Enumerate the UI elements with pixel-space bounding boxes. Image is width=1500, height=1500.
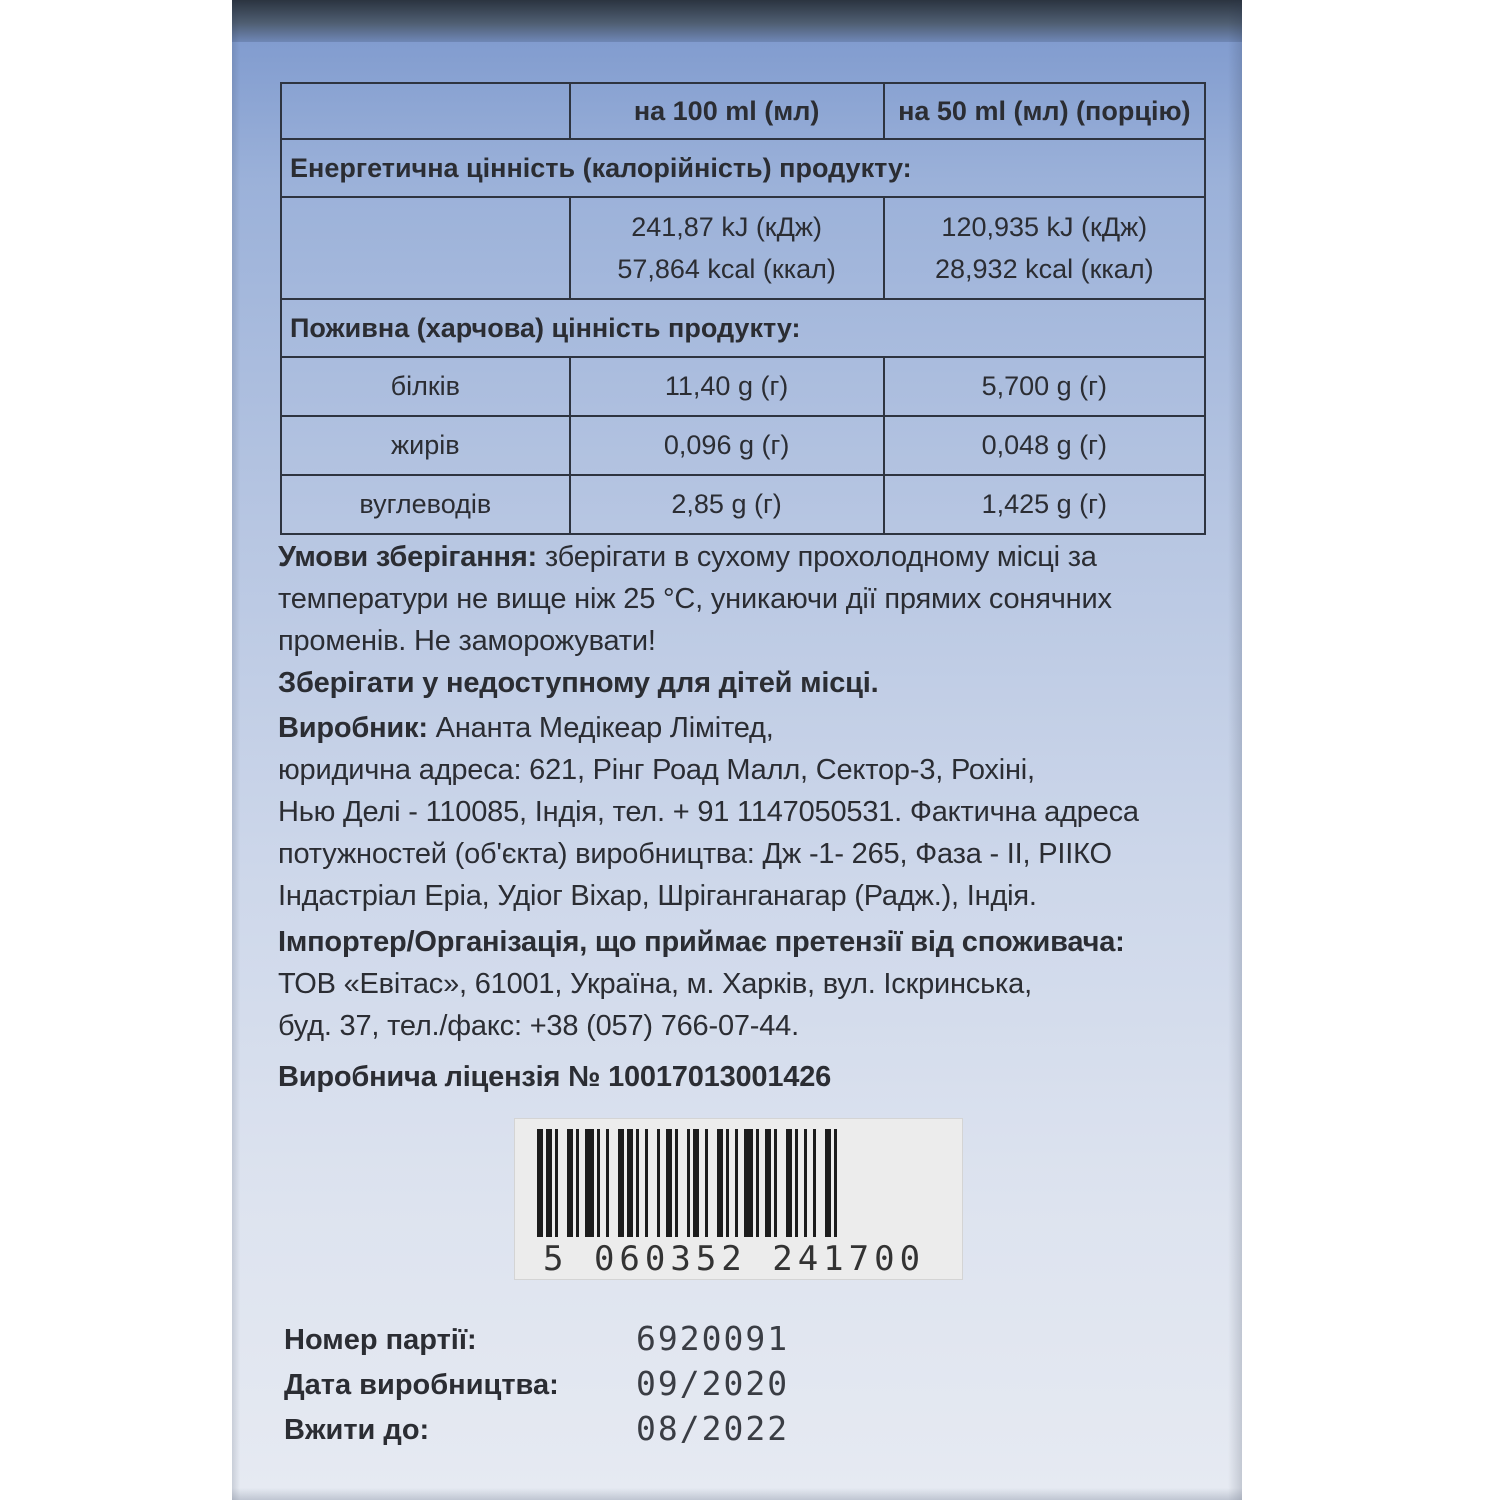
manufacturer-name: Ананта Медікеар Лімітед, — [427, 712, 774, 744]
barcode-bar — [537, 1129, 543, 1237]
barcode-bar — [705, 1129, 708, 1237]
nutrient-name: білків — [281, 357, 570, 416]
production-date-label: Дата виробництва: — [284, 1369, 559, 1401]
energy-title: Енергетична цінність (калорійність) продукту: — [281, 139, 1205, 197]
importer-section — [278, 921, 1238, 1047]
children-warning: Зберігати у недоступному для дітей місці. — [278, 667, 879, 699]
barcode-bar — [657, 1129, 660, 1237]
nutrient-per50: 0,048 g (г) — [884, 416, 1205, 475]
manufacturer-line-2: юридична адреса: 621, Рінг Роад Малл, Сектор-3, Рохіні, — [278, 754, 1035, 786]
table-header-per100: на 100 ml (мл) — [570, 83, 884, 139]
storage-label: Умови зберігання: — [278, 541, 538, 573]
expiry-date-label: Вжити до: — [284, 1414, 430, 1446]
barcode-bar — [645, 1129, 648, 1237]
storage-text-1: зберігати в сухому прохолодному місці за — [537, 541, 1097, 573]
manufacturer-section — [278, 707, 1238, 917]
barcode-bar — [804, 1129, 807, 1237]
nutrient-per50: 5,700 g (г) — [884, 357, 1205, 416]
barcode-bar — [636, 1129, 639, 1237]
table-row — [281, 475, 1205, 534]
manufacturer-label: Виробник: — [278, 712, 428, 744]
barcode-bar — [567, 1129, 573, 1237]
box-left-shadow — [232, 0, 240, 1500]
importer-label: Імпортер/Організація, що приймає претензії від споживача: — [278, 926, 1125, 958]
energy-per50-kj: 120,935 kJ (кДж) — [941, 212, 1148, 242]
barcode-bar — [717, 1129, 723, 1237]
table-row — [281, 416, 1205, 475]
manufacturer-line-4: потужностей (об'єкта) виробництва: Дж -1- 265, Фаза - II, РІІКО — [278, 838, 1112, 870]
barcode-bar — [765, 1129, 771, 1237]
barcode-bar — [627, 1129, 633, 1237]
barcode-bar — [576, 1129, 579, 1237]
barcode-bar — [687, 1129, 690, 1237]
batch-labels — [284, 1318, 559, 1453]
storage-line-1 — [278, 536, 1238, 578]
energy-per100-cell — [570, 197, 884, 299]
table-header-row — [281, 83, 1205, 139]
barcode-bar — [756, 1129, 759, 1237]
barcode-bar — [744, 1129, 753, 1237]
expiry-date-value: 08/2022 — [636, 1409, 790, 1448]
energy-per100-kcal: 57,864 kcal (ккал) — [617, 254, 836, 284]
barcode-bar — [735, 1129, 738, 1237]
nutrient-per100: 0,096 g (г) — [570, 416, 884, 475]
nutrition-title: Поживна (харчова) цінність продукту: — [281, 299, 1205, 357]
barcode-bar — [795, 1129, 798, 1237]
box-top-edge — [232, 0, 1242, 42]
barcode-bar — [774, 1129, 777, 1237]
table-row — [281, 357, 1205, 416]
importer-line-1: ТОВ «Евітас», 61001, Україна, м. Харків, вул. Іскринська, — [278, 968, 1032, 1000]
nutrition-title-row — [281, 299, 1205, 357]
barcode-bar — [825, 1129, 831, 1237]
barcode-bar — [555, 1129, 558, 1237]
manufacturer-line-1 — [278, 707, 1238, 749]
batch-number-label: Номер партії: — [284, 1324, 477, 1356]
barcode-bar — [606, 1129, 609, 1237]
production-date-value: 09/2020 — [636, 1364, 790, 1403]
barcode-bars — [515, 1119, 962, 1244]
barcode-bar — [675, 1129, 678, 1237]
barcode-bar — [618, 1129, 624, 1237]
barcode-bar — [597, 1129, 600, 1237]
storage-line-2: температури не вище ніж 25 °С, уникаючи дії прямих сонячних — [278, 583, 1112, 615]
box-bottom-edge — [232, 1488, 1242, 1500]
nutrient-per100: 11,40 g (г) — [570, 357, 884, 416]
energy-values-row — [281, 197, 1205, 299]
manufacturer-line-5: Індастріал Еріа, Удіог Віхар, Шріганганагар (Радж.), Індія. — [278, 880, 1037, 912]
license-section — [278, 1056, 1238, 1098]
nutrition-table — [280, 82, 1206, 535]
barcode-digits: 5 060352 241700 — [543, 1239, 926, 1279]
nutrient-name: вуглеводів — [281, 475, 570, 534]
barcode-bar — [786, 1129, 792, 1237]
barcode-bar — [834, 1129, 837, 1237]
batch-number-value: 6920091 — [636, 1319, 790, 1358]
barcode-bar — [585, 1129, 594, 1237]
barcode-label — [514, 1118, 963, 1280]
barcode-bar — [693, 1129, 699, 1237]
energy-title-row — [281, 139, 1205, 197]
nutrient-per100: 2,85 g (г) — [570, 475, 884, 534]
table-header-per50: на 50 ml (мл) (порцію) — [884, 83, 1205, 139]
batch-values — [636, 1316, 789, 1451]
importer-line-2: буд. 37, тел./факс: +38 (057) 766-07-44. — [278, 1010, 799, 1042]
table-header-empty — [281, 83, 570, 139]
nutrient-name: жирів — [281, 416, 570, 475]
storage-section — [278, 536, 1238, 704]
barcode-bar — [813, 1129, 816, 1237]
nutrient-per50: 1,425 g (г) — [884, 475, 1205, 534]
barcode-bar — [666, 1129, 672, 1237]
energy-empty-cell — [281, 197, 570, 299]
energy-per50-cell — [884, 197, 1205, 299]
product-box-side — [232, 0, 1242, 1500]
barcode-bar — [726, 1129, 729, 1237]
energy-per50-kcal: 28,932 kcal (ккал) — [935, 254, 1154, 284]
license-number: Виробнича ліцензія № 10017013001426 — [278, 1061, 832, 1093]
barcode-bar — [546, 1129, 552, 1237]
manufacturer-line-3: Нью Делі - 110085, Індія, тел. + 91 1147050531. Фактична адреса — [278, 796, 1139, 828]
storage-line-3: променів. Не заморожувати! — [278, 625, 656, 657]
energy-per100-kj: 241,87 kJ (кДж) — [631, 212, 822, 242]
